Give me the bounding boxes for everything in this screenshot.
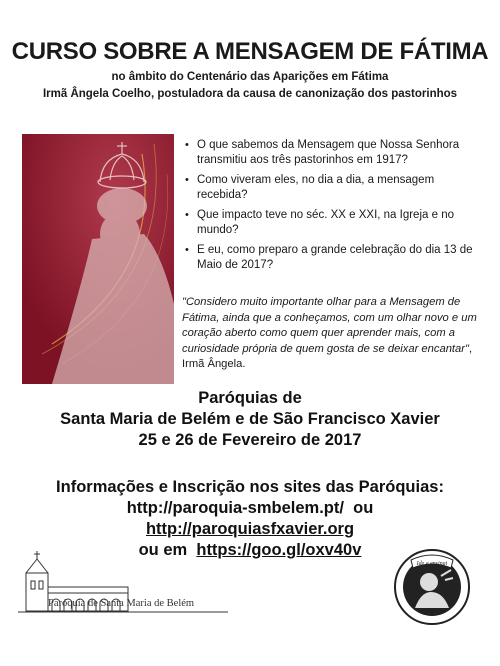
list-item: • Que impacto teve no séc. XX e XXI, na Igreja e no mundo? (185, 209, 454, 236)
list-item: • O que sabemos da Mensagem que Nossa Senhora transmitiu aos três pastorinhos em 1917? (185, 139, 460, 166)
link-smbelem[interactable]: http://paroquia-smbelem.pt/ (126, 499, 344, 517)
seal-motto: Ide e ensinai (416, 561, 448, 567)
church-caption: Paróquia de Santa Maria de Belém (48, 598, 195, 609)
list-item: • Como viveram eles, no dia a dia, a mensagem recebida? (185, 174, 435, 201)
speaker-quote (182, 295, 482, 373)
link-googl[interactable]: https://goo.gl/oxv40v (196, 541, 362, 559)
quote-text: "Considero muito importante olhar para a Mensagem de Fátima, ainda que a conheçamos, com um olhar novo e um coração aberto como quem quer aprender mais, com a curiosidade própria de quem gosta de se deixar encantar" (182, 296, 477, 355)
saint-francis-xavier-seal-icon (393, 548, 471, 626)
question-list (183, 138, 483, 278)
list-item: • E eu, como preparo a grande celebração do dia 13 de Maio de 2017? (185, 244, 473, 271)
info-url-line-1: http://paroquia-smbelem.pt/ ou (126, 499, 374, 517)
info-url-line-2 (0, 520, 500, 539)
parishes-heading: Paróquias de (198, 389, 302, 407)
info-heading: Informações e Inscrição nos sites das Paróquias: (56, 478, 444, 496)
info-url-line-3: ou em https://goo.gl/oxv40v (138, 541, 362, 559)
event-dates: 25 e 26 de Fevereiro de 2017 (138, 431, 362, 449)
quote-author: , Irmã Ângela. (182, 342, 473, 370)
parish-seal (393, 548, 471, 626)
subtitle-centenary: no âmbito do Centenário das Aparições em Fátima (111, 71, 389, 83)
subtitle-speaker: Irmã Ângela Coelho, postuladora da causa de canonização dos pastorinhos (42, 88, 458, 100)
parishes-names: Santa Maria de Belém e de São Francisco Xavier (60, 410, 440, 428)
link-sfxavier[interactable]: http://paroquiasfxavier.org (145, 520, 355, 538)
our-lady-fatima-image (22, 134, 174, 384)
our-lady-silhouette-icon (22, 134, 174, 384)
page-title: CURSO SOBRE A MENSAGEM DE FÁTIMA (11, 38, 489, 65)
